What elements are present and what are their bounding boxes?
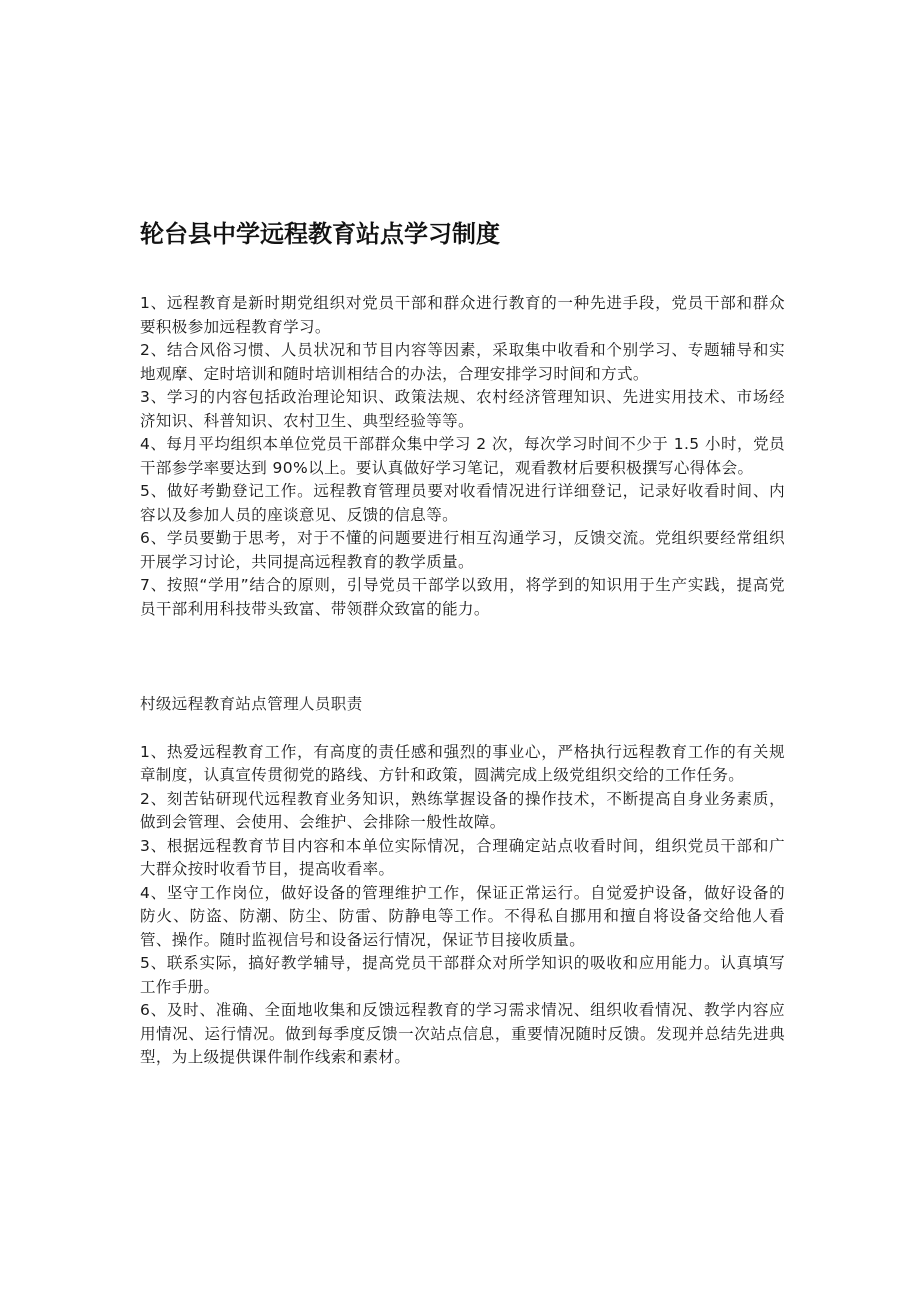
rule-item: 1、远程教育是新时期党组织对党员干部和群众进行教育的一种先进手段，党员干部和群众要积极参加远程教育学习。	[140, 294, 785, 336]
rule-item: 7、按照“学用”结合的原则，引导党员干部学以致用，将学到的知识用于生产实践，提高党员干部利用科技带头致富、带领群众致富的能力。	[140, 576, 785, 618]
document-title: 轮台县中学远程教育站点学习制度	[140, 220, 500, 248]
study-rules-section	[140, 292, 785, 621]
duty-item: 4、坚守工作岗位，做好设备的管理维护工作，保证正常运行。自觉爱护设备，做好设备的防火、防盗、防潮、防尘、防雷、防静电等工作。不得私自挪用和擅自将设备交给他人看管、操作。随时监视信号和设备运行情况，保证节目接收质量。	[140, 883, 785, 949]
rule-item: 4、每月平均组织本单位党员干部群众集中学习 2 次，每次学习时间不少于 1.5 小时，党员干部参学率要达到 90%以上。要认真做好学习笔记，观看教材后要积极撰写心得体会。	[140, 435, 785, 477]
rule-item: 3、学习的内容包括政治理论知识、政策法规、农村经济管理知识、先进实用技术、市场经济知识、科普知识、农村卫生、典型经验等等。	[140, 388, 785, 430]
duty-item: 5、联系实际，搞好教学辅导，提高党员干部群众对所学知识的吸收和应用能力。认真填写工作手册。	[140, 954, 785, 996]
rule-item: 2、结合风俗习惯、人员状况和节目内容等因素，采取集中收看和个别学习、专题辅导和实地观摩、定时培训和随时培训相结合的办法，合理安排学习时间和方式。	[140, 341, 785, 383]
rule-item: 5、做好考勤登记工作。远程教育管理员要对收看情况进行详细登记，记录好收看时间、内容以及参加人员的座谈意见、反馈的信息等。	[140, 482, 785, 524]
duty-item: 6、及时、准确、全面地收集和反馈远程教育的学习需求情况、组织收看情况、教学内容应用情况、运行情况。做到每季度反馈一次站点信息，重要情况随时反馈。发现并总结先进典型，为上级提供课件制作线索和素材。	[140, 1001, 785, 1066]
duties-section-heading: 村级远程教育站点管理人员职责	[140, 695, 363, 713]
duty-item: 3、根据远程教育节目内容和本单位实际情况，合理确定站点收看时间，组织党员干部和广大群众按时收看节目，提高收看率。	[140, 836, 785, 878]
duty-item: 1、热爱远程教育工作，有高度的责任感和强烈的事业心，严格执行远程教育工作的有关规章制度，认真宣传贯彻党的路线、方针和政策，圆满完成上级党组织交给的工作任务。	[140, 742, 785, 784]
document-page	[140, 216, 785, 1070]
rule-item: 6、学员要勤于思考，对于不懂的问题要进行相互沟通学习，反馈交流。党组织要经常组织开展学习讨论，共同提高远程教育的教学质量。	[140, 529, 785, 571]
duty-item: 2、刻苦钻研现代远程教育业务知识，熟练掌握设备的操作技术，不断提高自身业务素质，做到会管理、会使用、会维护、会排除一般性故障。	[140, 789, 785, 831]
manager-duties-section	[140, 741, 785, 1070]
